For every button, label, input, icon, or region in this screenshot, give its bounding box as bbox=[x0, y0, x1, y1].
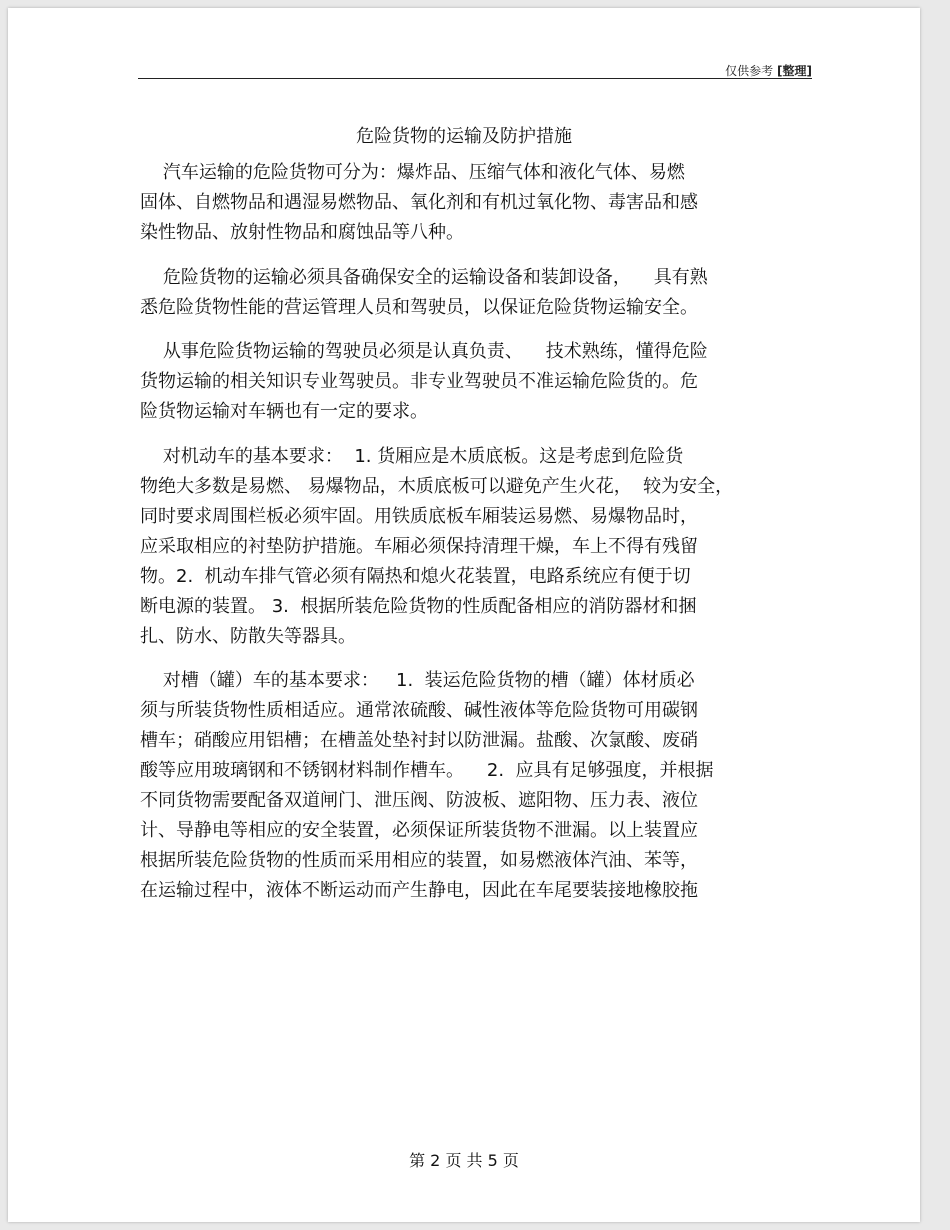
text-line: 计、导静电等相应的安全装置，必须保证所装货物不泄漏。以上装置应 bbox=[140, 820, 698, 841]
text-line: 悉危险货物性能的营运管理人员和驾驶员，以保证危险货物运输安全。 bbox=[140, 296, 698, 318]
paragraph bbox=[140, 263, 820, 323]
text-line: 不同货物需要配备双道闸门、泄压阀、防波板、遮阳物、压力表、液位 bbox=[140, 790, 698, 811]
paragraph-gap bbox=[140, 248, 820, 263]
paragraph-gap bbox=[140, 652, 820, 667]
paragraph-gap bbox=[140, 323, 820, 338]
page-number-footer: 第 2 页 共 5 页 bbox=[409, 1151, 519, 1170]
text-line: 从事危险货物运输的驾驶员必须是认真负责、 技术熟练，懂得危险 bbox=[140, 341, 708, 362]
text-line: 货物运输的相关知识专业驾驶员。非专业驾驶员不准运输危险货的。危 bbox=[140, 371, 698, 392]
paragraph-gap bbox=[140, 427, 820, 442]
text-line: 险货物运输对车辆也有一定的要求。 bbox=[140, 401, 428, 422]
text-line: 汽车运输的危险货物可分为：爆炸品、压缩气体和液化气体、易燃 bbox=[140, 162, 685, 183]
header-note: 仅供参考 bbox=[725, 64, 774, 78]
document-title: 危险货物的运输及防护措施 bbox=[356, 126, 572, 147]
text-line: 对槽（罐）车的基本要求： 1. 装运危险货物的槽（罐）体材质必 bbox=[140, 670, 695, 691]
text-line: 在运输过程中，液体不断运动而产生静电，因此在车尾要装接地橡胶拖 bbox=[140, 880, 698, 901]
text-line: 染性物品、放射性物品和腐蚀品等八种。 bbox=[140, 222, 464, 243]
text-line: 物。2. 机动车排气管必须有隔热和熄火花装置，电路系统应有便于切 bbox=[140, 565, 691, 587]
paragraph bbox=[140, 337, 820, 427]
document-body bbox=[140, 158, 820, 906]
header-bracket-label: [整理] bbox=[777, 64, 812, 78]
text-line: 物绝大多数是易燃、 易爆物品，木质底板可以避免产生火花， 较为安全， bbox=[140, 475, 734, 497]
text-line: 应采取相应的衬垫防护措施。车厢必须保持清理干燥，车上不得有残留 bbox=[140, 535, 698, 557]
paragraph bbox=[140, 442, 820, 652]
text-line: 对机动车的基本要求： 1. 货厢应是木质底板。这是考虑到危险货 bbox=[140, 445, 684, 467]
text-line: 危险货物的运输必须具备确保安全的运输设备和装卸设备， 具有熟 bbox=[140, 266, 708, 288]
text-line: 扎、防水、防散失等器具。 bbox=[140, 625, 356, 647]
paragraph bbox=[140, 158, 820, 248]
document-page bbox=[8, 8, 920, 1222]
paragraph bbox=[140, 666, 820, 906]
text-line: 根据所装危险货物的性质而采用相应的装置，如易燃液体汽油、苯等， bbox=[140, 850, 698, 871]
text-line: 同时要求周围栏板必须牢固。用铁质底板车厢装运易燃、易爆物品时， bbox=[140, 505, 698, 527]
header-divider bbox=[138, 78, 812, 79]
text-line: 断电源的装置。 3. 根据所装危险货物的性质配备相应的消防器材和捆 bbox=[140, 595, 697, 617]
text-line: 固体、自燃物品和遇湿易燃物品、氧化剂和有机过氧化物、毒害品和感 bbox=[140, 192, 698, 213]
text-line: 槽车；硝酸应用铝槽；在槽盖处垫衬封以防泄漏。盐酸、次氯酸、废硝 bbox=[140, 730, 698, 751]
text-line: 须与所装货物性质相适应。通常浓硫酸、碱性液体等危险货物可用碳钢 bbox=[140, 700, 698, 721]
page-header bbox=[725, 62, 812, 79]
text-line: 酸等应用玻璃钢和不锈钢材料制作槽车。 2. 应具有足够强度，并根据 bbox=[140, 760, 714, 781]
